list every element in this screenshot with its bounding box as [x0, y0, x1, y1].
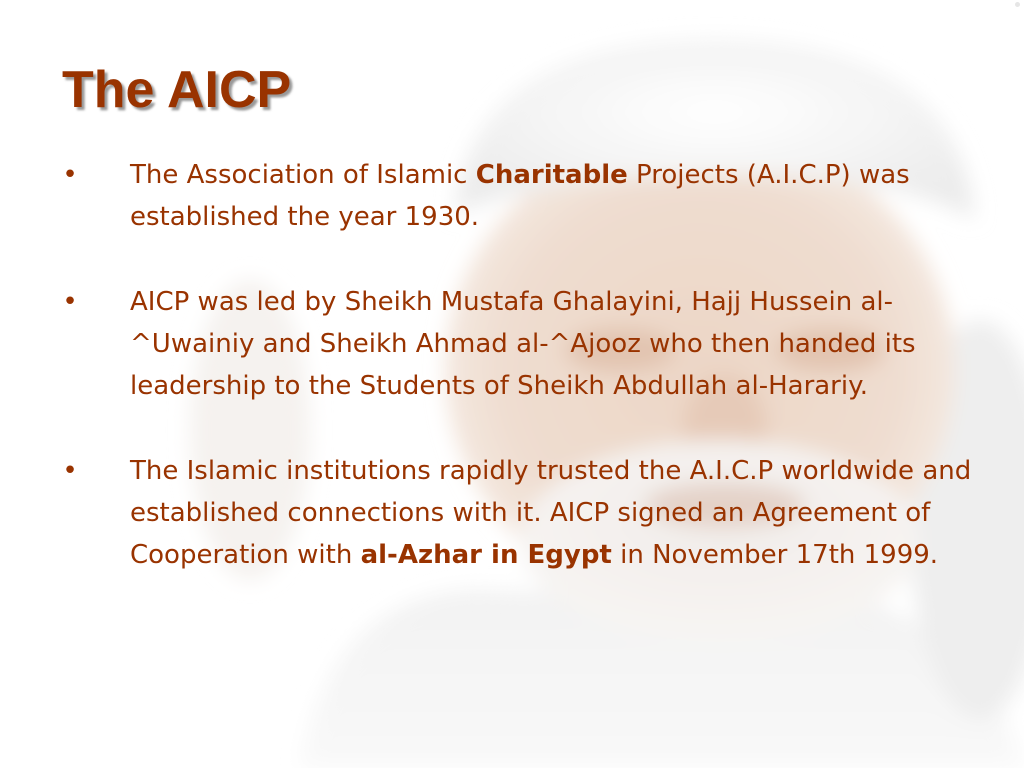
- slide-title: The AICP: [62, 61, 292, 119]
- bullet-marker: •: [62, 160, 78, 190]
- bullet-text: The Islamic institutions rapidly trusted the A.I.C.P worldwide and established connections with it. AICP signed an Agreement of Cooperation with: [130, 456, 972, 570]
- bullet-text: AICP was led by Sheikh Mustafa Ghalayini, Hajj Hussein al-^Uwainiy and Sheikh Ahmad al-^Ajooz who then handed its leadership to the Students of Sheikh Abdullah al-Harariy.: [130, 287, 916, 401]
- bullet-item-leadership: [60, 281, 990, 407]
- bullet-keyword: Charitable: [475, 160, 628, 190]
- bullet-text: Projects (A.I.C.P) was established the year 1930.: [130, 160, 910, 232]
- corner-mark: [1015, 2, 1020, 7]
- bullet-item-cooperation: [60, 450, 990, 576]
- bullet-keyword: al-Azhar in Egypt: [360, 540, 612, 570]
- bullet-text: The Association of Islamic: [130, 160, 476, 190]
- bullet-list: [60, 154, 990, 619]
- bullet-item-founding: [60, 154, 990, 238]
- bullet-text: in November 17th 1999.: [611, 540, 939, 570]
- bullet-marker: •: [62, 456, 78, 486]
- bullet-marker: •: [62, 287, 78, 317]
